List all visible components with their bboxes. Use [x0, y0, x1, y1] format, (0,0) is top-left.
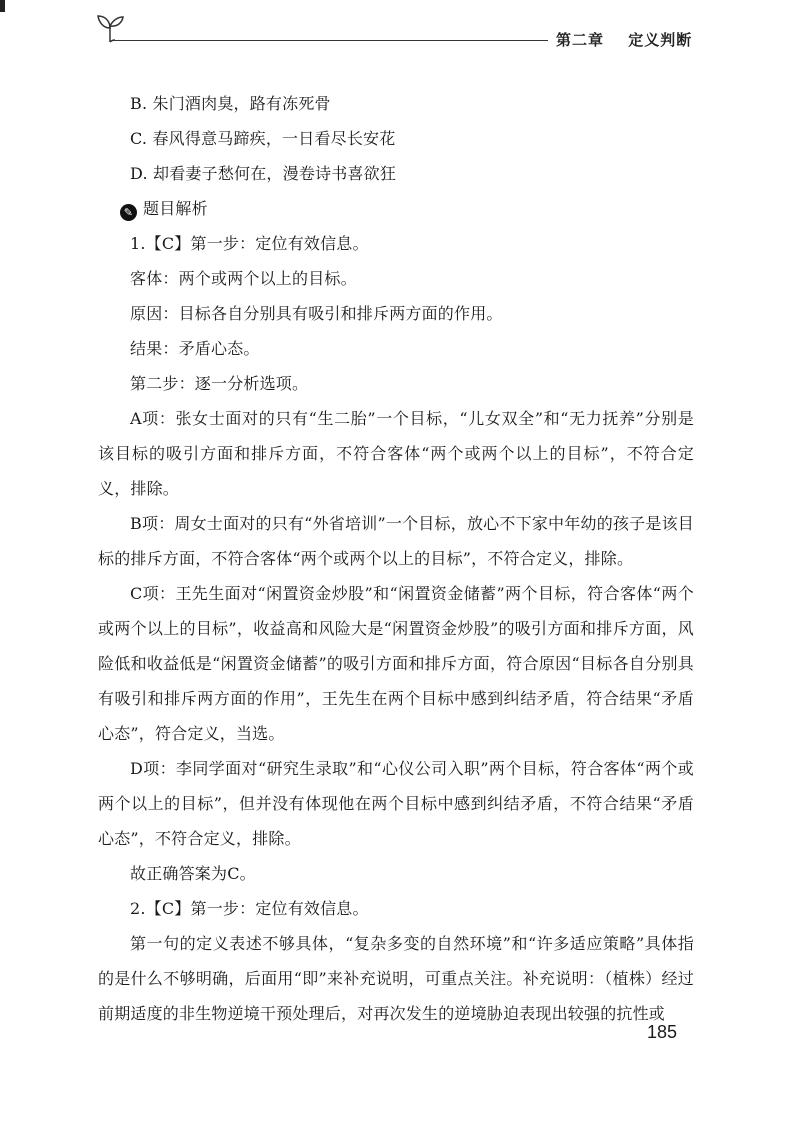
option-c: C. 春风得意马蹄疾，一日看尽长安花	[130, 129, 396, 148]
header-rule	[112, 40, 548, 41]
page-body	[98, 86, 694, 1031]
paragraph: 1.【C】第一步：定位有效信息。	[130, 234, 369, 253]
option-d: D. 却看妻子愁何在，漫卷诗书喜欲狂	[130, 164, 397, 183]
option-b: B. 朱门酒肉臭，路有冻死骨	[130, 94, 331, 113]
analysis-heading	[98, 191, 694, 226]
paragraph: 2.【C】第一步：定位有效信息。	[130, 899, 369, 918]
paragraph: B项：周女士面对的只有“外省培训”一个目标，放心不下家中年幼的孩子是该目标的排斥方面，不符合客体“两个或两个以上的目标”，不符合定义，排除。	[98, 514, 694, 568]
paragraph: C项：王先生面对“闲置资金炒股”和“闲置资金储蓄”两个目标，符合客体“两个或两个以上的目标”，收益高和风险大是“闲置资金炒股”的吸引方面和排斥方面，风险低和收益低是“闲置资金储蓄”的吸引方面和排斥方面，符合原因“目标各自分别具有吸引和排斥两方面的作用”，王先生在两个目标中感到纠结矛盾，符合结果“矛盾心态”，符合定义，当选。	[98, 584, 694, 743]
paragraph: 结果：矛盾心态。	[130, 339, 260, 358]
header-chapter: 第二章	[556, 31, 605, 49]
paragraph: 第一句的定义表述不够具体，“复杂多变的自然环境”和“许多适应策略”具体指的是什么不够明确，后面用“即”来补充说明，可重点关注。补充说明：（植株）经过前期适度的非生物逆境干预处理后，对再次发生的逆境胁迫表现出较强的抗性或	[98, 934, 694, 1023]
paragraph: 故正确答案为C。	[130, 864, 256, 883]
paragraph: 客体：两个或两个以上的目标。	[130, 269, 357, 288]
header-section: 定义判断	[628, 31, 693, 49]
analysis-badge-icon: ✎	[120, 204, 137, 221]
paragraph: D项：李同学面对“研究生录取”和“心仪公司入职”两个目标，符合客体“两个或两个以上的目标”，但并没有体现他在两个目标中感到纠结矛盾，不符合结果“矛盾心态”，不符合定义，排除。	[98, 759, 694, 848]
paragraph: A项：张女士面对的只有“生二胎”一个目标，“儿女双全”和“无力抚养”分别是该目标的吸引方面和排斥方面，不符合客体“两个或两个以上的目标”，不符合定义，排除。	[98, 409, 694, 498]
analysis-title: 题目解析	[143, 199, 208, 218]
page-number: 185	[647, 1022, 678, 1042]
paragraph: 原因：目标各自分别具有吸引和排斥两方面的作用。	[130, 304, 503, 323]
paragraph: 第二步：逐一分析选项。	[130, 374, 309, 393]
scan-edge-mark	[0, 0, 5, 12]
running-header	[556, 29, 692, 50]
